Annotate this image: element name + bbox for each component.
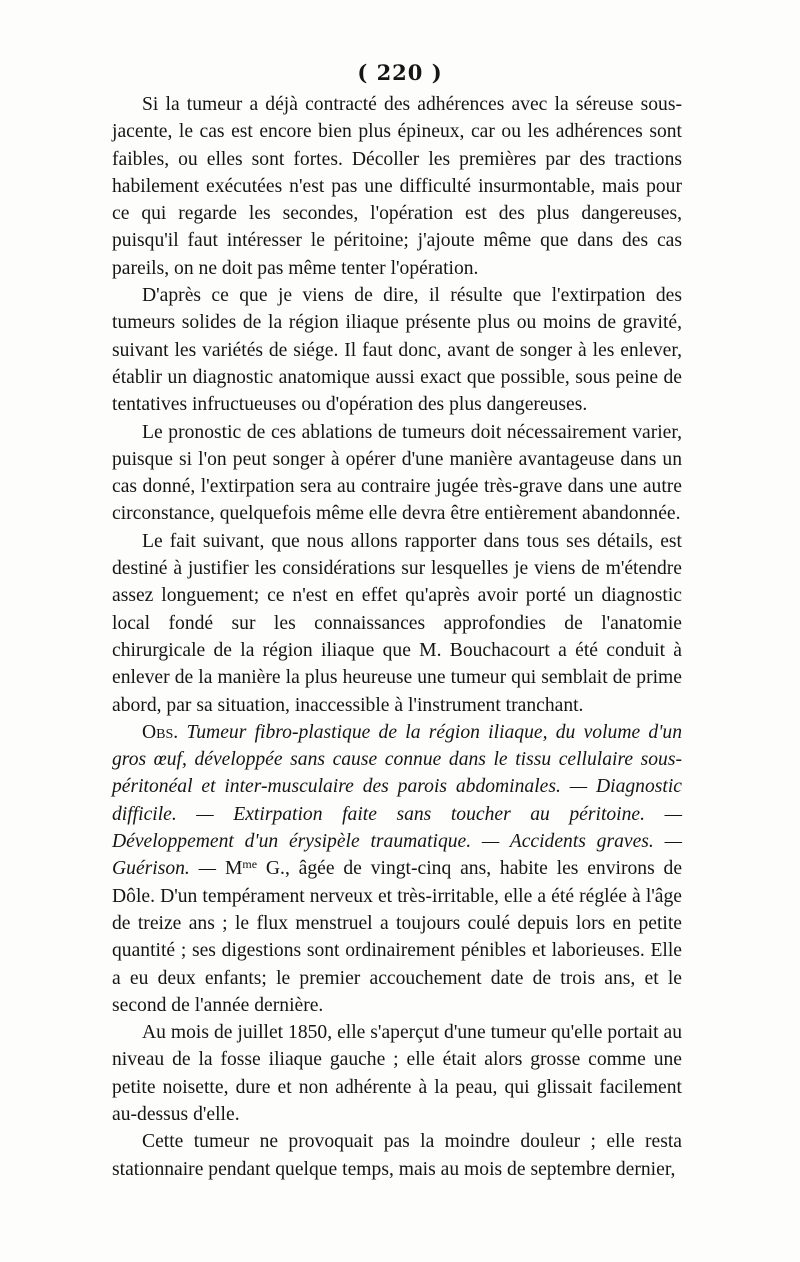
observation-text: G., âgée de vingt-cinq ans, habite les environs de Dôle. D'un tempérament nerveux et très-irritable, elle a été réglée à l'âge de treize ans ; le flux menstruel a toujours coulé depuis lors en petite quantité ; ses digestions sont ordinairement pénibles et laborieuses. Elle a eu deux enfants; le premier accouchement date de trois ans, et le second de l'année dernière. bbox=[112, 858, 683, 1016]
observation-title: Tumeur fibro-plastique de la région iliaque, du volume d'un gros œuf, développée sans cause connue dans le tissu cellulaire sous-péritonéal et inter-musculaire des parois abdominales. — Diagnostic difficile. — Extirpation faite sans toucher au péritoine. — Développement d'un érysipèle traumatique. — Accidents graves. — Guérison. — bbox=[112, 721, 682, 880]
patient-prefix-superscript: me bbox=[242, 857, 258, 872]
paragraph-3: Le pronostic de ces ablations de tumeurs doit nécessairement varier, puisque si l'on peut songer à opérer d'une manière avantageuse dans un cas donné, l'extirpation sera au contraire jugée très-grave dans une autre circonstance, quelquefois même elle devra être entièrement abandonnée. bbox=[112, 421, 682, 525]
body-text bbox=[112, 91, 682, 1183]
observation-paragraph bbox=[112, 719, 682, 1019]
paragraph-1: Si la tumeur a déjà contracté des adhérences avec la séreuse sous-jacente, le cas est encore bien plus épineux, car ou les adhérences sont faibles, ou elles sont fortes. Décoller les premières par des tractions habilement exécutées n'est pas une difficulté insurmontable, mais pour ce qui regarde les secondes, l'opération est des plus dangereuses, puisqu'il faut intéresser le péritoine; j'ajoute même que dans des cas pareils, on ne doit pas même tenter l'opération. bbox=[112, 94, 682, 279]
paragraph-4: Le fait suivant, que nous allons rapporter dans tous ses détails, est destiné à justifier les considérations sur lesquelles je viens de m'étendre assez longuement; ce n'est en effet qu'après avoir porté un diagnostic local fondé sur les connaissances approfondies de l'anatomie chirurgicale de la région iliaque que M. Bouchacourt a été conduit à enlever de la manière la plus heureuse une tumeur qui semblait de prime abord, par sa situation, inaccessible à l'instrument tranchant. bbox=[112, 530, 682, 716]
paragraph-2: D'après ce que je viens de dire, il résulte que l'extirpation des tumeurs solides de la région iliaque présente plus ou moins de gravité, suivant les variétés de siége. Il faut donc, avant de songer à les enlever, établir un diagnostic anatomique aussi exact que possible, sous peine de tentatives infructueuses ou d'opération des plus dangereuses. bbox=[112, 285, 682, 416]
patient-prefix: M bbox=[224, 858, 243, 880]
paragraph-6: Au mois de juillet 1850, elle s'aperçut d'une tumeur qu'elle portait au niveau de la fosse iliaque gauche ; elle était alors grosse comme une petite noisette, dure et non adhérente à la peau, qui glissait facilement au-dessus d'elle. bbox=[112, 1022, 682, 1125]
observation-label: Obs. bbox=[142, 721, 179, 743]
page-number: ( 220 ) bbox=[357, 60, 443, 85]
paragraph-7: Cette tumeur ne provoquait pas la moindre douleur ; elle resta stationnaire pendant quelque temps, mais au mois de septembre dernier, bbox=[112, 1131, 682, 1180]
